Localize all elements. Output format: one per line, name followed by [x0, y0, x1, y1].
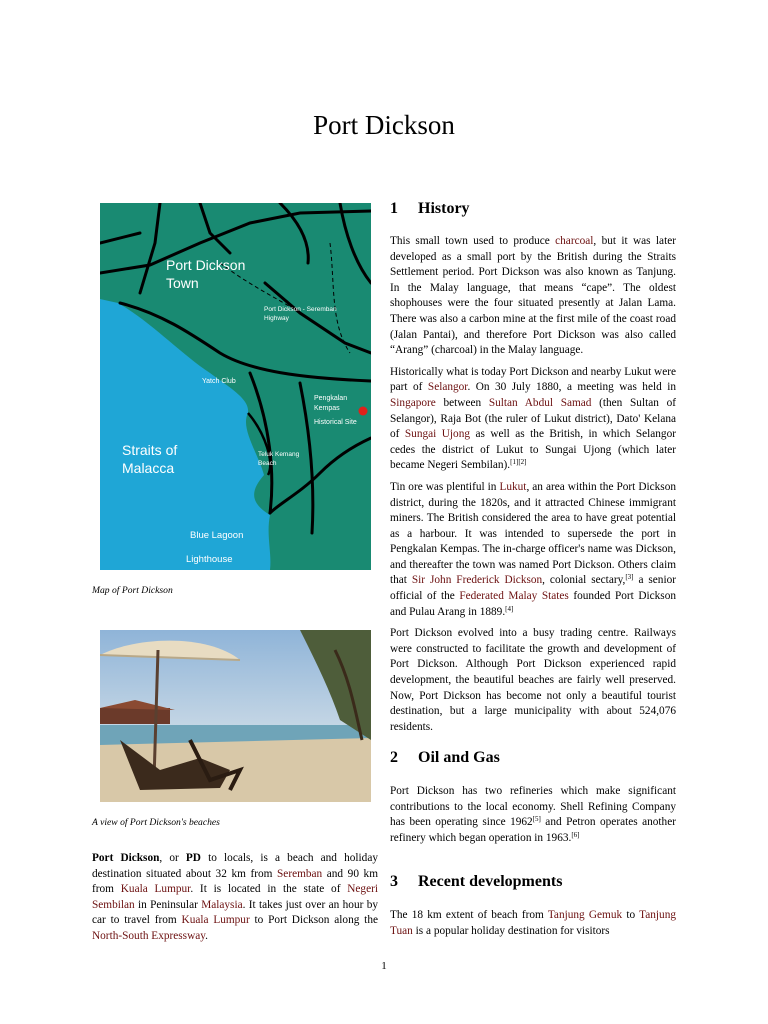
- intro-text: in Peninsular: [134, 898, 202, 911]
- link-negeri-sembilan[interactable]: Negeri Sembilan: [92, 883, 378, 911]
- paragraph-text: Tin ore was plentiful in: [390, 480, 500, 493]
- intro-text: and 90 km from: [92, 867, 378, 896]
- intro-text: , or: [159, 852, 186, 864]
- link-singapore[interactable]: Singapore: [390, 396, 436, 409]
- intro-text: to Port Dickson along the: [249, 914, 378, 927]
- map-label-yatch-club: Yatch Club: [202, 378, 236, 385]
- history-paragraph-3: [390, 480, 676, 620]
- intro-text: . It takes just over an hour by car to travel from: [92, 898, 378, 927]
- intro-text: . It is located in the state of: [190, 883, 348, 896]
- link-selangor[interactable]: Selangor: [427, 381, 468, 394]
- map-label-highway-2: Highway: [264, 315, 289, 322]
- link-sir-john-frederick-dickson[interactable]: Sir John Frederick Dickson: [411, 574, 543, 587]
- paragraph-text: This small town used to produce: [390, 235, 556, 247]
- link-lukut[interactable]: Lukut: [499, 480, 527, 493]
- map-label-straits-1: Straits of: [122, 442, 178, 458]
- intro-paragraph: [92, 851, 378, 945]
- map-label-kempas-2: Kempas: [314, 405, 340, 412]
- paragraph-text: , colonial sectary,: [542, 574, 626, 587]
- citation-link[interactable]: [1]: [510, 458, 519, 467]
- link-charcoal[interactable]: charcoal: [555, 235, 594, 247]
- map-label-lighthouse: Lighthouse: [186, 554, 233, 565]
- page-number: 1: [381, 960, 387, 972]
- recent-developments-heading: [390, 873, 676, 891]
- intro-bold-name: Port Dickson: [92, 852, 160, 864]
- beach-photo: [100, 630, 371, 802]
- paragraph-text: , but it was later developed as a small port by the British during the Straits Settlement period. Port Dickson was also known as Tanjung. In the Malay language, that means “cape”. The oldest shophouses were the four situated presently at Jalan Lama. There was also a carbon mine at the first mile of the coast road (Jalan Pantai), and therefore Port Dickson was also called “Arang” (charcoal) in the Malay language.: [390, 235, 676, 357]
- link-tanjung-gemuk[interactable]: Tanjung Gemuk: [547, 909, 623, 921]
- page-title: Port Dickson: [313, 110, 455, 140]
- history-section: [390, 200, 676, 735]
- paragraph-text: to: [622, 909, 640, 921]
- link-federated-malay-states[interactable]: Federated Malay States: [459, 590, 569, 603]
- map-label-town-2: Town: [166, 275, 199, 291]
- link-north-south-expressway[interactable]: North-South Expressway: [92, 929, 206, 942]
- link-tanjung-tuan[interactable]: Tanjung Tuan: [390, 909, 676, 937]
- history-paragraph-1: [390, 234, 676, 359]
- beach-photo-caption: A view of Port Dickson's beaches: [92, 817, 220, 828]
- intro-text: .: [205, 929, 208, 942]
- section-number: 3: [390, 873, 398, 890]
- map-label-blue-lagoon: Blue Lagoon: [190, 530, 244, 541]
- paragraph-text: Historically what is today Port Dickson and nearby Lukut were part of: [390, 365, 676, 394]
- port-dickson-map: [100, 203, 371, 570]
- citation-link[interactable]: [3]: [625, 573, 634, 582]
- oil-gas-paragraph: [390, 784, 676, 846]
- section-title: Recent developments: [418, 873, 563, 890]
- map-label-teluk-2: Beach: [258, 460, 277, 467]
- link-malaysia[interactable]: Malaysia: [201, 898, 243, 911]
- paragraph-text: is a popular holiday destination for visitors: [412, 924, 610, 937]
- link-sungai-ujong[interactable]: Sungai Ujong: [404, 428, 470, 441]
- citation-link[interactable]: [4]: [505, 604, 514, 613]
- paragraph-text: The 18 km extent of beach from: [390, 909, 548, 921]
- section-number: 1: [390, 200, 398, 217]
- paragraph-text: a senior official of the: [390, 574, 677, 603]
- link-kuala-lumpur[interactable]: Kuala Lumpur: [120, 883, 191, 896]
- map-caption: Map of Port Dickson: [92, 585, 173, 596]
- map-label-straits-2: Malacca: [122, 460, 175, 476]
- link-seremban[interactable]: Seremban: [277, 867, 323, 880]
- recent-developments-paragraph: [390, 908, 676, 939]
- paragraph-text: . On 30 July 1880, a meeting was held in: [467, 381, 676, 394]
- history-paragraph-2: [390, 365, 676, 474]
- oil-gas-section: [390, 749, 676, 846]
- citation-link[interactable]: [5]: [532, 815, 541, 824]
- intro-section: [92, 851, 378, 945]
- section-number: 2: [390, 749, 398, 766]
- paragraph-text: , an area within the Port Dickson district, during the 1820s, and it attracted Chinese immigrant miners. The British considered the area to have great potential as a harbour. It was intended to supersede the port in Pengkalan Kempas. The in-charge officer's name was Dickson, and thereafter the town was named Port Dickson. Others claim that: [390, 480, 676, 587]
- recent-developments-section: [390, 873, 676, 939]
- oil-gas-heading: [390, 749, 676, 767]
- citation-link[interactable]: [6]: [571, 830, 580, 839]
- map-label-town-1: Port Dickson: [166, 257, 246, 273]
- paragraph-text: between: [435, 396, 489, 409]
- intro-text: to locals, is a beach and holiday destination situated about 32 km from: [92, 852, 378, 880]
- paragraph-text: and Petron operates another refinery which began operation in 1963.: [390, 816, 676, 844]
- section-title: Oil and Gas: [418, 749, 500, 766]
- section-title: History: [418, 200, 470, 217]
- link-kuala-lumpur[interactable]: Kuala Lumpur: [181, 914, 250, 927]
- map-label-highway-1: Port Dickson - Seremban: [264, 306, 337, 313]
- paragraph-text: as well as the British, in which Selangor cedes the district of Lukut to Sungai Ujong (which later became Negeri Sembilan).: [390, 428, 676, 472]
- map-label-kempas-3: Historical Site: [314, 419, 357, 426]
- intro-bold-pd: PD: [185, 852, 201, 864]
- citation-link[interactable]: [2]: [518, 458, 527, 467]
- history-heading: [390, 200, 676, 218]
- link-sultan-abdul-samad[interactable]: Sultan Abdul Samad: [488, 396, 592, 409]
- paragraph-text: Port Dickson has two refineries which make significant contributions to the local economy. Shell Refining Company has been operating since 1962: [390, 785, 676, 829]
- map-label-teluk-1: Teluk Kemang: [258, 451, 300, 458]
- history-paragraph-4: Port Dickson evolved into a busy trading centre. Railways were constructed to facilitate the growth and development of Port Dickson. Although Port Dickson experienced rapid development, the beautiful beaches are fairly well preserved. Now, Port Dickson has become not only a beautiful tourist destination, but a large municipality with about 524,076 residents.: [390, 627, 676, 733]
- paragraph-text: founded Port Dickson and Pulau Arang in 1889.: [390, 590, 676, 618]
- map-label-kempas-1: Pengkalan: [314, 395, 348, 402]
- paragraph-text: (then Sultan of Selangor), Raja Bot (the ruler of Lukut district), Dato' Kelana of: [390, 396, 676, 441]
